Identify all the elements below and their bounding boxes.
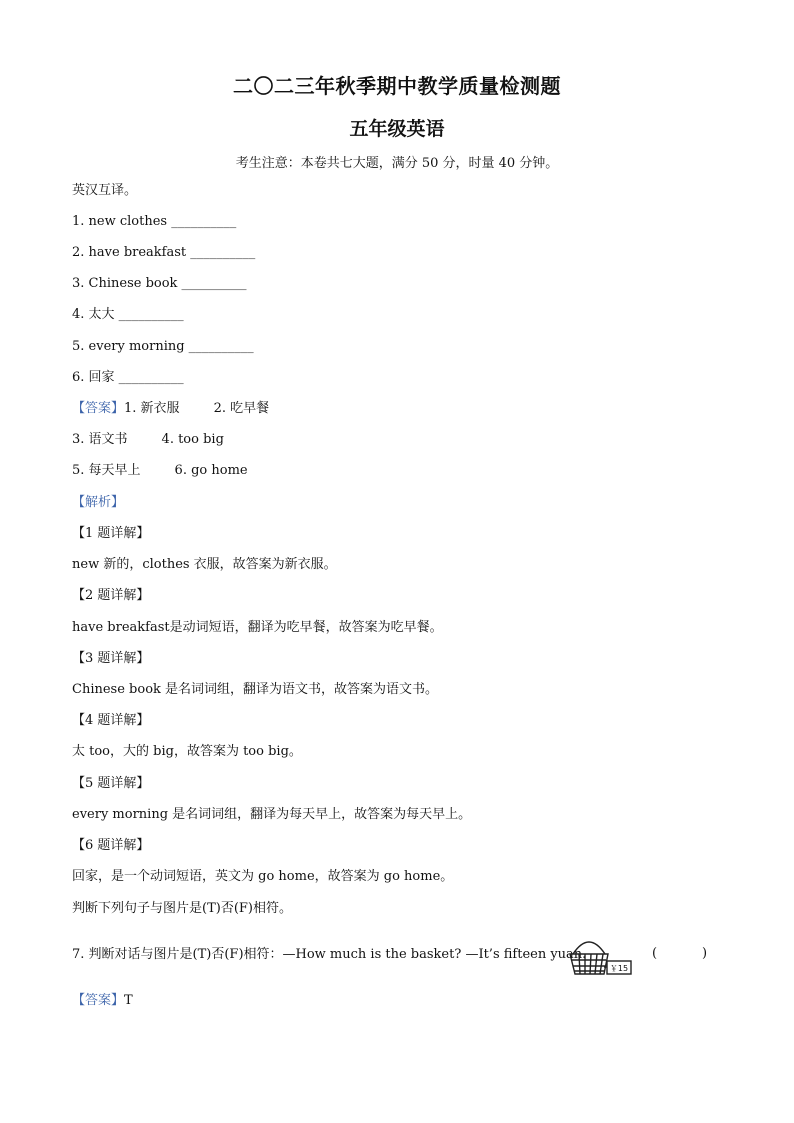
detail-5-label: 【5 题详解】 bbox=[72, 776, 150, 791]
detail-3-text: Chinese book 是名词词组，翻译为语文书，故答案为语文书。 bbox=[72, 682, 439, 697]
answer-3: 3. 语文书 bbox=[72, 432, 128, 447]
basket-icon bbox=[567, 934, 637, 980]
answer-5: 5. 每天早上 bbox=[72, 463, 141, 478]
question-4: 4. 太大 __________ bbox=[72, 307, 184, 322]
answer-label-7: 【答案】 bbox=[72, 993, 125, 1008]
answer-label: 【答案】 bbox=[72, 401, 125, 416]
question-3: 3. Chinese book __________ bbox=[72, 276, 247, 291]
answer-row-7 bbox=[72, 992, 133, 1010]
answer-4: 4. too big bbox=[161, 432, 224, 447]
exam-subtitle: 五年级英语 bbox=[349, 118, 445, 140]
answer-row-1 bbox=[72, 400, 269, 418]
detail-6-text: 回家，是一个动词短语，英文为 go home，故答案为 go home。 bbox=[72, 869, 454, 884]
detail-1-text: new 新的，clothes 衣服，故答案为新衣服。 bbox=[72, 557, 337, 572]
detail-3-label: 【3 题详解】 bbox=[72, 651, 150, 666]
detail-2-text: have breakfast是动词短语，翻译为吃早餐，故答案为吃早餐。 bbox=[72, 620, 443, 635]
question-5: 5. every morning __________ bbox=[72, 339, 254, 354]
answer-paren-open: ( bbox=[652, 946, 658, 961]
answer-1: 1. 新衣服 bbox=[124, 401, 180, 416]
detail-4-text: 太 too，大的 big，故答案为 too big。 bbox=[72, 744, 302, 759]
section2-heading: 判断下列句子与图片是(T)否(F)相符。 bbox=[72, 901, 292, 916]
question-6: 6. 回家 __________ bbox=[72, 370, 184, 385]
exam-title: 二〇二三年秋季期中教学质量检测题 bbox=[233, 74, 561, 98]
exam-note: 考生注意：本卷共七大题，满分 50 分，时量 40 分钟。 bbox=[235, 156, 559, 171]
detail-2-label: 【2 题详解】 bbox=[72, 588, 150, 603]
answer-6: 6. go home bbox=[174, 463, 248, 478]
answer-7: T bbox=[124, 993, 133, 1008]
detail-6-label: 【6 题详解】 bbox=[72, 838, 150, 853]
detail-1-label: 【1 题详解】 bbox=[72, 526, 150, 541]
answer-paren-close: ) bbox=[702, 946, 708, 961]
question-1: 1. new clothes __________ bbox=[72, 214, 237, 229]
analysis-label: 【解析】 bbox=[72, 495, 125, 510]
answer-row-2 bbox=[72, 431, 224, 449]
detail-4-label: 【4 题详解】 bbox=[72, 713, 150, 728]
section1-heading: 英汉互译。 bbox=[72, 183, 138, 198]
answer-row-3 bbox=[72, 462, 248, 480]
question-2: 2. have breakfast __________ bbox=[72, 245, 256, 260]
question-7: 7. 判断对话与图片是(T)否(F)相符：—How much is the basket? —It’s fifteen yuan. bbox=[72, 947, 587, 962]
answer-2: 2. 吃早餐 bbox=[213, 401, 270, 416]
detail-5-text: every morning 是名词词组，翻译为每天早上，故答案为每天早上。 bbox=[72, 807, 472, 822]
price-tag: ￥15 bbox=[609, 964, 629, 973]
